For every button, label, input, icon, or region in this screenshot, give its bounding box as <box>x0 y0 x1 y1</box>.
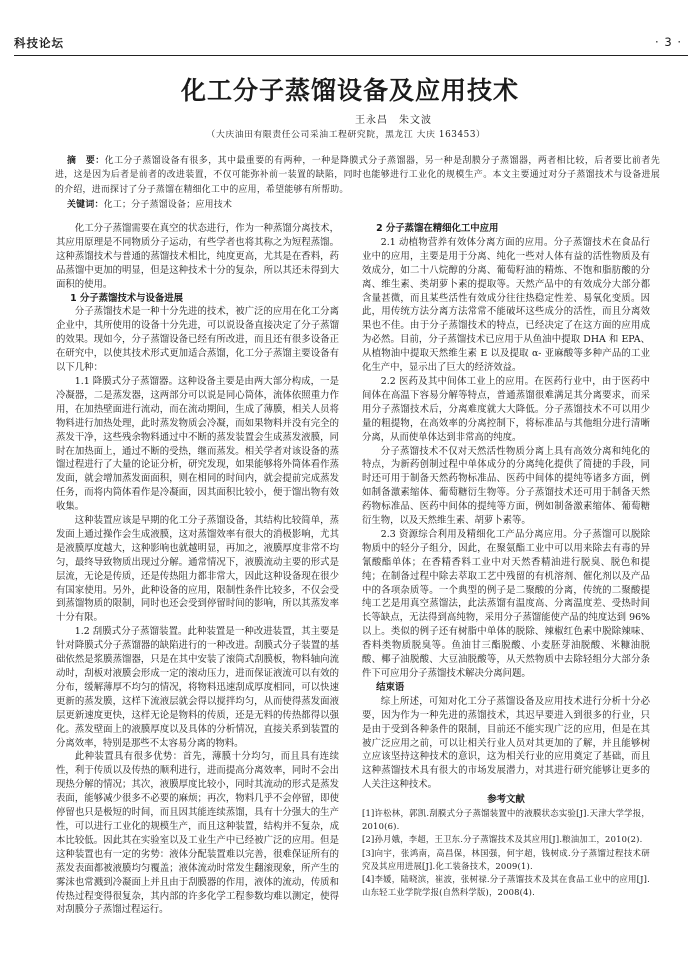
abstract-text: 化工分子蒸馏设备有很多，其中最重要的有两种，一种是降膜式分子蒸馏器，另一种是刮膜分子蒸馏器，两者相比较，后者要比前者先进，这是因为后者是前者的改进装置，不仅可能弥补前一装置的缺陷，同时也能够进行工业化的规模生产。本文主要通过对分子蒸馏技术与设备进展的介绍，进而探讨了分子蒸馏在精细化工中的应用，希望能够有所帮助。 <box>55 156 660 195</box>
affiliation: （大庆油田有限责任公司采油工程研究院，黑龙江 大庆 163453） <box>206 130 486 140</box>
section-2-3-paragraph: 2.3 资源综合利用及精细化工产品分离应用。分子蒸馏可以脱除物质中的轻分子组分，因此，在聚氨酯工业中可以用来除去有毒的异氰酸酯单体；在香精香料工业中对天然香精油进行脱臭、脱色和提纯；在制备过程中除去萃取工艺中残留的有机溶剂、催化剂以及产品中的各项杂质等。一个典型的例子是二聚酸的分离，传统的二聚酸提纯工艺是用真空蒸馏法，此法蒸馏有温度高、分离温度差、受热时间长等缺点，无法得到高纯物，采用分子蒸馏能使产品的纯度达到 96% 以上。类似的例子还有树脂中单体的脱除、辣椒红色素中脱除辣味、香料类物质脱臭等。鱼油甘三酯脱酸、小麦胚芽油脱酸、米糠油脱酸、椰子油脱酸、大豆油脱酸等，从天然物质中去除轻组分大部分条件下可应用分子蒸馏技术解决分离问题。 <box>362 528 650 679</box>
reference-item: [4]李媛，陆晓滨，崔波，张树禄.分子蒸馏技术及其在食品工业中的应用[J].山东轻工业学院学报(自然科学版)，2008(4). <box>362 874 650 898</box>
page-number: · 3 · <box>655 35 682 49</box>
keywords-label: 关键词： <box>67 200 104 210</box>
section-1-2-paragraph: 1.2 刮膜式分子蒸馏装置。此种装置是一种改进装置，其主要是针对降膜式分子蒸馏器的缺陷进行的一种改进。刮膜式分子装置的基础依然是浆膜蒸馏器，只是在其中安装了滚筒式刮膜板，物料轴向流动时，刮板对液膜会形成一定的滚动压力，进而保证液流可以有效的分布，缓解薄厚不均匀的情况，将物料迅速刮成厚度相同，可以快速更新的蒸发膜，这样下流液层就会得以搅拌均匀，从而使得蒸发面液层更新速度更快，这样无论是物料的传质，还是无料的传热都得以强化。蒸发壁面上的液膜厚度以及具体的分析情况，直接关系到装置的分离效率，特别是那些不太容易分离的物料。 <box>56 626 339 749</box>
abstract-label: 摘 要： <box>67 156 105 166</box>
section-2-2-continued: 分子蒸馏技术不仅对天然活性物质分离上具有高效分离和纯化的特点，为新药创制过程中单体成分的分离纯化提供了简捷的手段，同时还可用于制备天然药物标准品、医药中间体的提纯等诸多方面，例如制备激素缩体、葡萄糖衍生物等。分子蒸馏技术还可用于制备天然药物标准品、医药中间体的提纯等方面，例如制备激素缩体、葡萄糖衍生物，以及天然维生素、胡萝卜素等。 <box>362 445 650 527</box>
section-1-heading: 1 分子蒸馏技术与设备进展 <box>70 292 184 304</box>
section-1-2-continued: 此种装置具有很多优势：首先，薄膜十分均匀，而且具有连续性，利于传质以及传热的顺利进行，进而提高分离效率，同时不会出现热分解的情况；其次，液膜厚度比较小，同时其流动的形式是蒸发表面，能够减少很多不必要的麻烦；再次，物料几乎不会停留，即使停留也只是极短的时间，而且因其能连续蒸馏，具有十分强大的生产性，可以进行工业化的规模生产，而且这种装置，结构并不复杂，成本比较低。因此其在实验室以及工业生产中已经被广泛的应用。但是这种装置也有一定的劣势：液体分配装置难以完善，很难保证所有的蒸发表面都被液膜均匀覆盖；液体流动时常发生翻滚现象，所产生的雾沫也常溅到冷凝面上并且由于刮膜器的作用，液体的流动，传质和传热过程变得很复杂，其内部的许多化学工程参数均难以测定，使得对刮膜分子蒸馏过程运行。 <box>56 751 339 916</box>
journal-section-name: 科技论坛 <box>14 36 64 50</box>
section-2-2-paragraph: 2.2 医药及其中间体工业上的应用。在医药行业中，由于医药中间体在高温下容易分解等特点，普通蒸馏很难满足其分离要求，而采用分子蒸馏技术后，分离难度就大大降低。分子蒸馏技术不可以用少量的粗提物，在高效率的分离控制下，将标准品与其他组分进行清晰分离，从而使单体达到非常高的纯度。 <box>362 375 650 443</box>
conclusion-heading: 结束语 <box>376 681 405 693</box>
section-1-1-continued: 这种装置应该是早期的化工分子蒸馏设备，其结构比较简单，蒸发面上通过操作会生成液膜，这对蒸馏效率有很大的消极影响，尤其是液膜厚度越大，这种影响也就越明显，再加之，液膜厚度非常不均匀，最终导致物质出现过分解。通常情况下，液膜流动主要的形式是层流，无论是传质，还是传热阻力都非常大，因此这种设备现在很少有国家使用。另外，此种设备的应用，限制性条件比较多，不仅会受到蒸馏物质的限制，同时也还会受到停留时间的影响，所以其蒸发率十分有限。 <box>56 515 339 624</box>
reference-list <box>362 807 650 899</box>
left-column <box>56 222 339 962</box>
header-rule <box>14 55 688 56</box>
section-1-paragraph: 分子蒸馏技术是一种十分先进的技术，被广泛的应用在化工分离企业中，其所使用的设备十分先进，可以说设备直接决定了分子蒸馏的效果。现如今，分子蒸馏设备已经有所改进，而且还有很多设备正在研究中，以使其技术形式更加适合蒸馏，化工分子蒸馏主要设备有以下几种： <box>56 306 339 374</box>
right-column <box>362 222 650 957</box>
reference-item: [3]向宇，张鸿南，高昌保，林国强，何宇超，钱树成.分子蒸馏过程技术研究及其应用进展[J].化工装备技术，2009(1). <box>362 847 650 871</box>
reference-item: [2]孙月娥，李超，王卫东.分子蒸馏技术及其应用[J].粮油加工，2010(2). <box>362 834 643 845</box>
intro-paragraph: 化工分子蒸馏需要在真空的状态进行，作为一种蒸馏分离技术，其应用原理是不同物质分子运动，有些学者也将其称之为短程蒸馏。这种蒸馏技术与普通的蒸馏技术相比，纯度更高，尤其是在香料，药品蒸馏中更加的明显，但是这种技术十分的复杂，所以其还未得到大面积的使用。 <box>56 223 339 290</box>
section-2-heading: 2 分子蒸馏在精细化工中应用 <box>376 223 499 234</box>
section-2-1-paragraph: 2.1 动植物营养有效体分离方面的应用。分子蒸馏技术在食品行业中的应用，主要是用于分离、纯化一些对人体有益的活性物质及有效成分，如二十八烷醇的分离、葡萄籽油的精炼、不饱和脂肪酸的分离、维生素、类胡萝卜素的提取等。天然产品中的有效成分大部分都含量甚微，而且某些活性有效成分往往热稳定性差、易氧化变质。因此，用传统方法分离方法常常不能破坏这些成分的活性，而且分离效果也不佳。由于分子蒸馏技术的特点，已经决定了在这方面的应用成为必然。目前，分子蒸馏技术已应用于从鱼油中提取 DHA 和 EPA、从植物油中提取天然维生素 E 以及提取 α- 亚麻酸等多种产品的工业化生产中，显示出了巨大的经济效益。 <box>362 236 650 374</box>
abstract <box>55 154 660 197</box>
keywords <box>67 197 232 210</box>
keywords-text: 化工；分子蒸馏设备；应用技术 <box>103 200 233 210</box>
section-1-1-paragraph: 1.1 降膜式分子蒸馏器。这种设备主要是由两大部分构成，一是冷凝器，二是蒸发器，这两部分可以说是同心筒体，流体依照重力作用，在加热壁面进行流动，而在流动期间，生成了薄膜，相关人员将物料进行加热处理，此时蒸发物质会冷凝，而如果物料并没有完全的蒸发干净，这些残余物料通过中不断的蒸发装置会生成蒸发液膜，同时在加热面上，通过不断的受热，继而蒸发。相关学者对该设备的蒸馏过程进行了大量的论证分析，研究发现，如果能够将外筒体看作蒸发面，就会增加蒸发面面积，则在相同的时间内，就会提前完成蒸发任务，而将内筒体看作是冷凝面，因其面积比较小，便于馏出物有效收集。 <box>56 375 339 513</box>
authors: 王永昌 朱文波 <box>355 115 432 126</box>
conclusion-paragraph: 综上所述，可知对化工分子蒸馏设备及应用技术进行分析十分必要，因为作为一种先进的蒸馏技术，其迟早要进入到很多的行业，只是由于受到各种条件的限制，目前还不能实现广泛的应用，但是在其被广泛应用之前，可以让相关行业人员对其更加的了解，并且能够树立应该坚持这种技术的意识，这为相关行业的应用奠定了基础，而且这种蒸馏技术具有很大的市场发展潜力，对其进行研究能够让更多的人关注这种技术。 <box>362 695 650 791</box>
reference-item: [1]许松林，郭凯.刮膜式分子蒸馏装置中的液膜状态实验[J].天津大学学报，2010(6). <box>362 808 650 832</box>
article-title: 化工分子蒸馏设备及应用技术 <box>180 76 519 105</box>
references-heading: 参考文献 <box>487 794 525 806</box>
